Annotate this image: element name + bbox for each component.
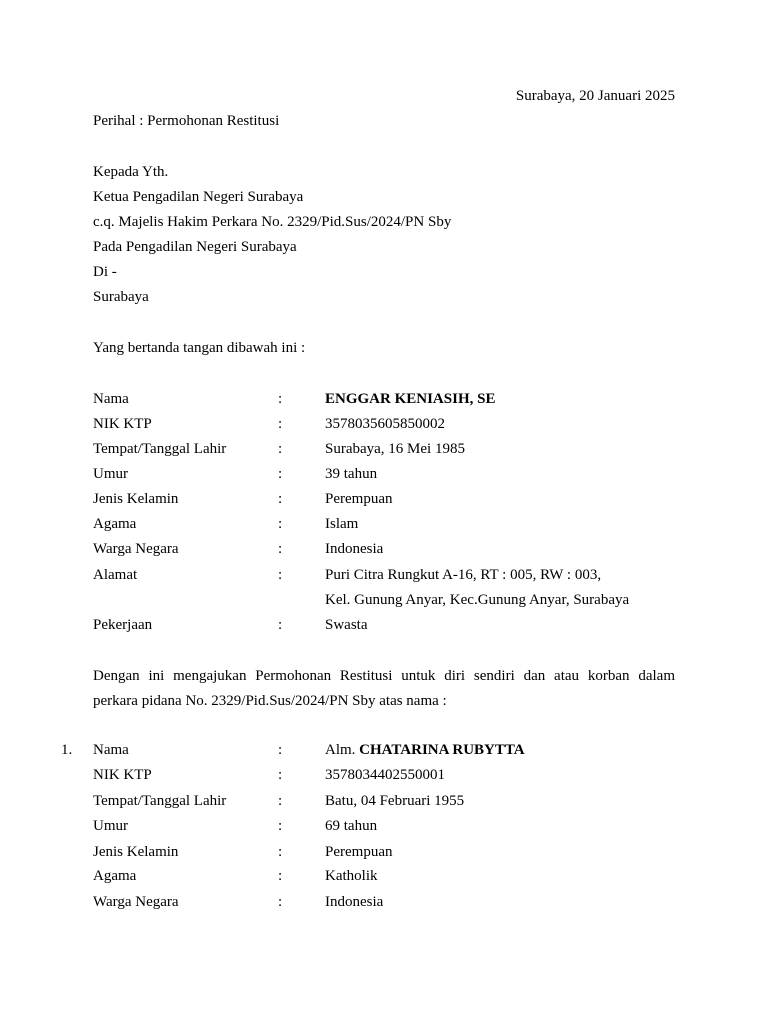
- applicant-address-line2: Kel. Gunung Anyar, Kec.Gunung Anyar, Surabaya: [325, 592, 630, 608]
- statement-line: perkara pidana No. 2329/Pid.Sus/2024/PN Sby atas nama :: [93, 693, 447, 709]
- applicant-religion: Islam: [325, 516, 359, 532]
- applicant-age: 39 tahun: [325, 466, 378, 482]
- victim-birth: Batu, 04 Februari 1955: [325, 793, 465, 809]
- applicant-citizenship: Indonesia: [325, 541, 384, 557]
- statement-line: Dengan ini mengajukan Permohonan Restitusi untuk diri sendiri dan atau korban dalam: [93, 668, 675, 684]
- field-separator: :: [278, 894, 283, 910]
- applicant-label-occupation: Pekerjaan: [93, 617, 153, 633]
- field-separator: :: [278, 441, 283, 457]
- applicant-label-nik: NIK KTP: [93, 416, 152, 432]
- victim-label-birth: Tempat/Tanggal Lahir: [93, 793, 227, 809]
- victim-label-citizenship: Warga Negara: [93, 894, 179, 910]
- field-separator: :: [278, 391, 283, 407]
- intro-text: Yang bertanda tangan dibawah ini :: [93, 340, 306, 356]
- addressee-line: Di -: [93, 264, 117, 280]
- applicant-address-line1: Puri Citra Rungkut A-16, RT : 005, RW : 003,: [325, 567, 602, 583]
- field-separator: :: [278, 767, 283, 783]
- victim-name-line: [325, 740, 525, 760]
- field-separator: :: [278, 516, 283, 532]
- addressee-line: Pada Pengadilan Negeri Surabaya: [93, 239, 297, 255]
- addressee-line: c.q. Majelis Hakim Perkara No. 2329/Pid.Sus/2024/PN Sby: [93, 214, 452, 230]
- applicant-label-birth: Tempat/Tanggal Lahir: [93, 441, 227, 457]
- addressee-line: Kepada Yth.: [93, 164, 169, 180]
- victim-citizenship: Indonesia: [325, 894, 384, 910]
- field-separator: :: [278, 868, 283, 884]
- victim-label-gender: Jenis Kelamin: [93, 844, 179, 860]
- victim-gender: Perempuan: [325, 844, 393, 860]
- applicant-label-age: Umur: [93, 466, 128, 482]
- field-separator: :: [278, 567, 283, 583]
- field-separator: :: [278, 793, 283, 809]
- applicant-label-religion: Agama: [93, 516, 137, 532]
- field-separator: :: [278, 466, 283, 482]
- victim-nik: 3578034402550001: [325, 767, 445, 783]
- field-separator: :: [278, 541, 283, 557]
- addressee-line: Ketua Pengadilan Negeri Surabaya: [93, 189, 304, 205]
- subject-line: Perihal : Permohonan Restitusi: [93, 113, 280, 129]
- field-separator: :: [278, 844, 283, 860]
- applicant-name: ENGGAR KENIASIH, SE: [325, 391, 496, 407]
- addressee-line: Surabaya: [93, 289, 149, 305]
- applicant-birth: Surabaya, 16 Mei 1985: [325, 441, 465, 457]
- victim-label-religion: Agama: [93, 868, 137, 884]
- victim-name: CHATARINA RUBYTTA: [359, 742, 525, 758]
- victim-name-prefix: Alm.: [325, 742, 356, 758]
- applicant-gender: Perempuan: [325, 491, 393, 507]
- victim-age: 69 tahun: [325, 818, 378, 834]
- field-separator: :: [278, 416, 283, 432]
- field-separator: :: [278, 491, 283, 507]
- applicant-label-address: Alamat: [93, 567, 138, 583]
- victim-religion: Katholik: [325, 868, 378, 884]
- victim-label-age: Umur: [93, 818, 128, 834]
- field-separator: :: [278, 617, 283, 633]
- applicant-nik: 3578035605850002: [325, 416, 445, 432]
- applicant-label-name: Nama: [93, 391, 129, 407]
- victim-label-nik: NIK KTP: [93, 767, 152, 783]
- statement-paragraph: [93, 664, 675, 714]
- applicant-occupation: Swasta: [325, 617, 368, 633]
- field-separator: :: [278, 818, 283, 834]
- place-date: Surabaya, 20 Januari 2025: [515, 88, 675, 104]
- applicant-label-citizenship: Warga Negara: [93, 541, 179, 557]
- applicant-label-gender: Jenis Kelamin: [93, 491, 179, 507]
- victim-number: 1.: [61, 742, 73, 758]
- field-separator: :: [278, 742, 283, 758]
- victim-label-name: Nama: [93, 742, 129, 758]
